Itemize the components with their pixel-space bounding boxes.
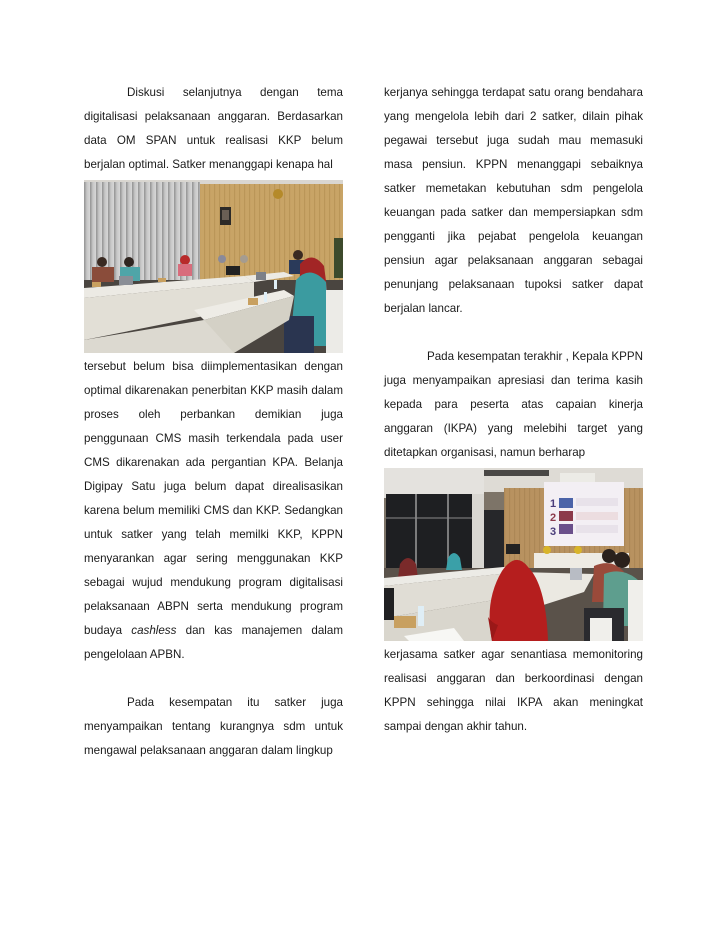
paragraph-closing-remarks-cont: kerjasama satker agar senantiasa memonitoring realisasi anggaran dan berkoordinasi dengan KPPN sehingga nilai IKPA akan meningkat sampai dengan akhir tahun. (384, 648, 643, 733)
presentation-photo (384, 468, 643, 641)
slide-number-2: 2 (550, 512, 557, 524)
left-column (84, 81, 343, 763)
meeting-room-image (84, 180, 343, 353)
paragraph-text: tersebut belum bisa diimplementasikan dengan optimal dikarenakan penerbitan KKP masih dalam proses oleh perbankan demikian juga penggunaan CMS masih terkendala pada user CMS dikarenakan ada pergantian KPA. Belanja Digipay Satu juga belum dapat direalisasikan karena belum memiliki CMS dan KKP. Sedangkan untuk satker yang telah memilki KKP, KPPN menyarankan agar sering menggunakan KKP sebagai wujud mendukung program digitalisasi pelaksanaan ABPN serta mendukung program budaya (84, 360, 343, 637)
paragraph-gap (84, 667, 343, 691)
italic-term-cashless: cashless (131, 624, 177, 637)
paragraph-sdm-shortage: Pada kesempatan itu satker juga menyampaikan tentang kurangnya sdm untuk mengawal pelaksanaan anggaran dalam lingkup (84, 696, 343, 757)
paragraph-gap (384, 321, 643, 345)
slide-number-1: 1 (550, 498, 557, 510)
paragraph-sdm-shortage-cont: kerjanya sehingga terdapat satu orang bendahara yang mengelola lebih dari 2 satker, dilain pihak pegawai tersebut juga sudah mau memasuki masa pensiun. KPPN menanggapi sebaiknya satker memetakan kebutuhan sdm pengelola keuangan pada satker dan mempersiapkan sdm pengganti jika pejabat pengelola keuangan pensiun agar pelaksanaan anggaran sebagai penunjang pelaksanaan tupoksi satker dapat berjalan lancar. (384, 86, 643, 315)
meeting-room-photo (84, 180, 343, 353)
paragraph-text: dan kas manajemen dalam pengelolaan APBN. (84, 624, 343, 661)
paragraph-discussion-cont (84, 355, 343, 667)
paragraph-discussion-intro: Diskusi selanjutnya dengan tema digitalisasi pelaksanaan anggaran. Berdasarkan data OM SPAN untuk realisasi KKP belum berjalan optimal. Satker menanggapi kenapa hal (84, 86, 343, 171)
right-column (384, 81, 643, 739)
slide-number-3: 3 (550, 526, 557, 538)
paragraph-closing-remarks: Pada kesempatan terakhir , Kepala KPPN juga menyampaikan apresiasi dan terima kasih kepada para peserta atas capaian kinerja anggaran (IKPA) yang melebihi target yang ditetapkan organisasi, namun berharap (384, 350, 643, 459)
presentation-image (384, 468, 643, 641)
